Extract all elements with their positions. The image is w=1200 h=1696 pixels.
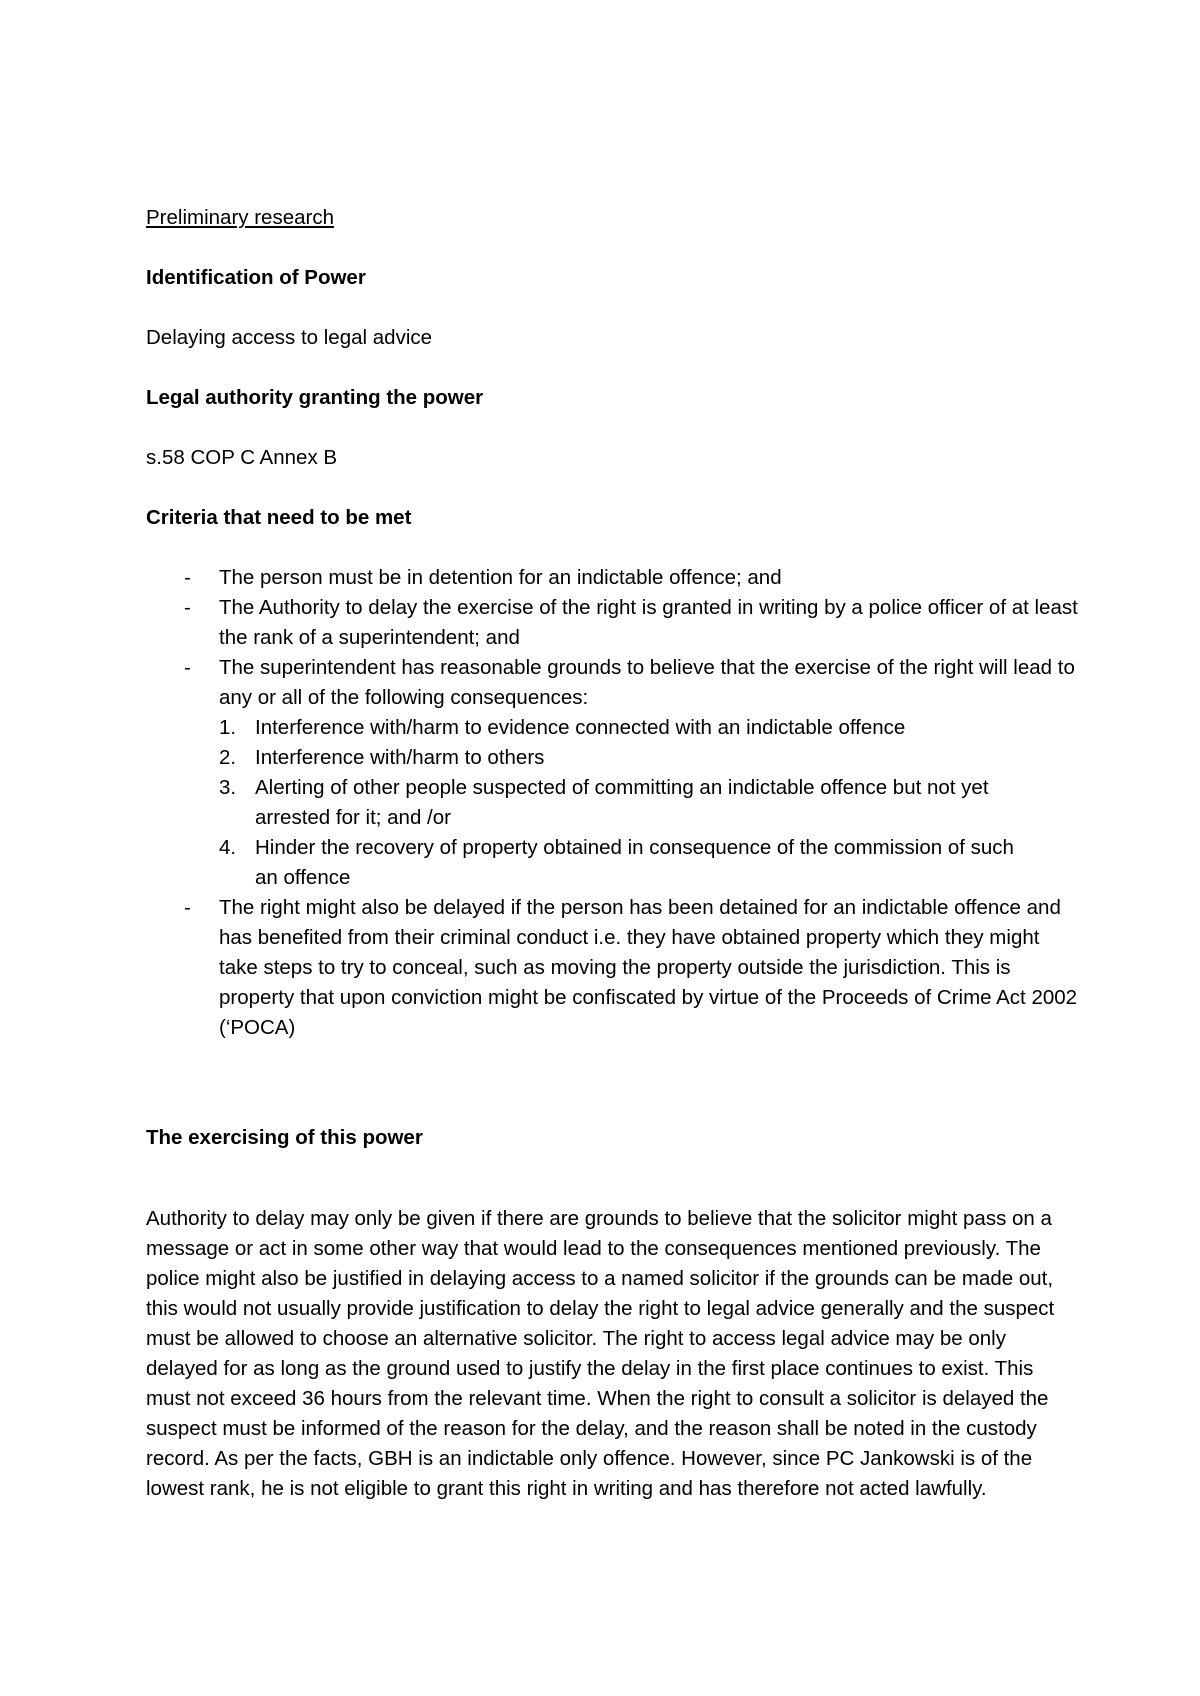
criteria-item <box>146 893 1086 1043</box>
bullet-dash: - <box>184 656 191 679</box>
criteria-item <box>146 563 1086 593</box>
exercising-paragraph: Authority to delay may only be given if there are grounds to believe that the solicitor might pass on a message or act in some other way that would lead to the consequences mentioned previously. The police might also be justified in delaying access to a named solicitor if the grounds can be made out, this would not usually provide justification to delay the right to legal advice generally and the suspect must be allowed to choose an alternative solicitor. The right to access legal advice may be only delayed for as long as the ground used to justify the delay in the first place continues to exist. This must not exceed 36 hours from the relevant time. When the right to consult a solicitor is delayed the suspect must be informed of the reason for the delay, and the reason shall be noted in the custody record. As per the facts, GBH is an indictable only offence. However, since PC Jankowski is of the lowest rank, he is not eligible to grant this right in writing and has therefore not acted lawfully. <box>146 1206 1055 1500</box>
bullet-dash: - <box>184 596 191 619</box>
consequence-text: Interference with/harm to evidence connected with an indictable offence <box>255 716 906 739</box>
consequence-item <box>219 773 1086 833</box>
consequence-text: Interference with/harm to others <box>255 746 545 769</box>
consequence-number: 1. <box>219 716 237 739</box>
criteria-item-text: The superintendent has reasonable grounds to believe that the exercise of the right will lead to any or all of the following consequences: <box>219 656 1075 709</box>
heading-preliminary-research: Preliminary research <box>146 206 334 229</box>
identification-text: Delaying access to legal advice <box>146 326 433 349</box>
consequence-item <box>219 833 1086 893</box>
consequences-list <box>219 713 1086 893</box>
criteria-item-text: The Authority to delay the exercise of the right is granted in writing by a police officer of at least the rank of a superintendent; and <box>219 596 1078 649</box>
criteria-list <box>146 563 1086 1043</box>
consequence-number: 4. <box>219 836 237 859</box>
consequence-text: Alerting of other people suspected of committing an indictable offence but not yet arrested for it; and /or <box>255 776 989 829</box>
consequence-text: Hinder the recovery of property obtained in consequence of the commission of such an offence <box>255 836 1014 889</box>
consequence-number: 2. <box>219 746 237 769</box>
consequence-item <box>219 713 1086 743</box>
heading-exercising-power: The exercising of this power <box>146 1126 423 1149</box>
document-content <box>146 203 1086 1524</box>
consequence-item <box>219 743 1086 773</box>
criteria-item <box>146 653 1086 893</box>
legal-authority-text: s.58 COP C Annex B <box>146 446 338 469</box>
bullet-dash: - <box>184 566 191 589</box>
bullet-dash: - <box>184 896 191 919</box>
criteria-item-text: The person must be in detention for an indictable offence; and <box>219 566 782 589</box>
heading-identification-of-power: Identification of Power <box>146 266 366 289</box>
heading-criteria: Criteria that need to be met <box>146 506 412 529</box>
heading-legal-authority: Legal authority granting the power <box>146 386 484 409</box>
criteria-item <box>146 593 1086 653</box>
criteria-item-text: The right might also be delayed if the person has been detained for an indictable offence and has benefited from their criminal conduct i.e. they have obtained property which they might take steps to try to conceal, such as moving the property outside the jurisdiction. This is property that upon conviction might be confiscated by virtue of the Proceeds of Crime Act 2002 (‘POCA) <box>219 896 1078 1039</box>
consequence-number: 3. <box>219 776 237 799</box>
